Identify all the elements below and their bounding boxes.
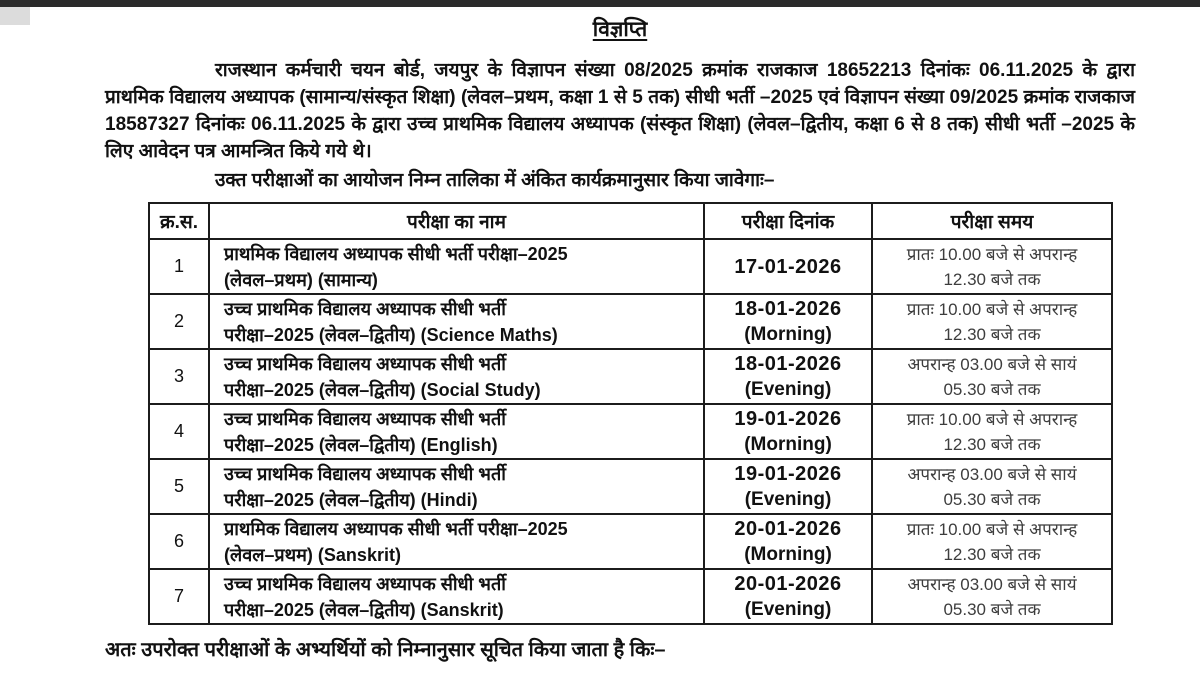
exam-time-line1: अपरान्ह 03.00 बजे से सायं [907, 574, 1077, 594]
exam-date-cell [704, 404, 872, 459]
exam-serial: 5 [149, 459, 209, 514]
exam-serial: 4 [149, 404, 209, 459]
table-header-row [149, 203, 1112, 239]
table-row [149, 569, 1112, 624]
scan-top-border [0, 0, 1200, 7]
footer-instruction-line: अतः उपरोक्त परीक्षाओं के अभ्यर्थियों को निम्नानुसार सूचित किया जाता है किः– [105, 639, 666, 661]
exam-time-cell [872, 294, 1112, 349]
table-row [149, 239, 1112, 294]
exam-time-line2: 12.30 बजे तक [943, 324, 1041, 344]
exam-serial: 3 [149, 349, 209, 404]
exam-name-line1: उच्च प्राथमिक विद्यालय अध्यापक सीधी भर्ती [224, 353, 506, 374]
exam-name-line1: प्राथमिक विद्यालय अध्यापक सीधी भर्ती परीक्षा–2025 [224, 518, 568, 539]
exam-date: 18-01-2026 [734, 352, 842, 375]
exam-date-cell [704, 514, 872, 569]
exam-time-line2: 05.30 बजे तक [943, 599, 1041, 619]
exam-date-cell [704, 294, 872, 349]
column-header-serial: क्र.स. [149, 203, 209, 239]
column-header-exam-date: परीक्षा दिनांक [704, 203, 872, 239]
page-title [105, 15, 1135, 43]
page-title-text: विज्ञप्ति [592, 18, 648, 41]
exam-name-cell [209, 404, 704, 459]
column-header-exam-time: परीक्षा समय [872, 203, 1112, 239]
exam-date: 19-01-2026 [734, 407, 842, 430]
exam-name-line2: परीक्षा–2025 (लेवल–द्वितीय) (Sanskrit) [224, 599, 504, 620]
exam-session: (Morning) [744, 323, 832, 345]
exam-name-line2: (लेवल–प्रथम) (Sanskrit) [224, 544, 401, 565]
exam-name-line2: परीक्षा–2025 (लेवल–द्वितीय) (Hindi) [224, 489, 478, 510]
exam-name-line2: परीक्षा–2025 (लेवल–द्वितीय) (Science Maths) [224, 324, 558, 345]
exam-name-cell [209, 239, 704, 294]
intro-paragraph: राजस्थान कर्मचारी चयन बोर्ड, जयपुर के विज्ञापन संख्या 08/2025 क्रमांक राजकाज 18652213 दिनांकः 06.11.2025 के द्वारा प्राथमिक विद्यालय अध्यापक (सामान्य/संस्कृत शिक्षा) (लेवल–प्रथम, कक्षा 1 से 5 तक) सीधी भर्ती –2025 एवं विज्ञापन संख्या 09/2025 क्रमांक राजकाज 18587327 दिनांकः 06.11.2025 के द्वारा उच्च प्राथमिक विद्यालय अध्यापक (संस्कृत शिक्षा) (लेवल–द्वितीय, कक्षा 6 से 8 तक) सीधी भर्ती –2025 के लिए आवेदन पत्र आमन्त्रित किये गये थे। [105, 60, 1135, 162]
exam-time-cell [872, 349, 1112, 404]
exam-name-cell [209, 349, 704, 404]
exam-time-cell [872, 239, 1112, 294]
exam-time-line2: 05.30 बजे तक [943, 379, 1041, 399]
exam-session: (Evening) [744, 488, 832, 510]
table-row [149, 514, 1112, 569]
exam-name-line1: उच्च प्राथमिक विद्यालय अध्यापक सीधी भर्ती [224, 298, 506, 319]
exam-time-cell [872, 404, 1112, 459]
exam-time-line2: 05.30 बजे तक [943, 489, 1041, 509]
schedule-intro-line: उक्त परीक्षाओं का आयोजन निम्न तालिका में अंकित कार्यक्रमानुसार किया जावेगाः– [215, 170, 775, 191]
exam-date-cell [704, 349, 872, 404]
exam-session: (Evening) [744, 378, 832, 400]
table-row [149, 349, 1112, 404]
exam-time-line2: 12.30 बजे तक [943, 544, 1041, 564]
exam-time-line1: प्रातः 10.00 बजे से अपरान्ह [906, 519, 1078, 539]
exam-time-line1: प्रातः 10.00 बजे से अपरान्ह [906, 299, 1078, 319]
exam-date-cell [704, 569, 872, 624]
exam-date-cell [704, 459, 872, 514]
exam-name-line1: प्राथमिक विद्यालय अध्यापक सीधी भर्ती परीक्षा–2025 [224, 243, 568, 264]
exam-name-line2: परीक्षा–2025 (लेवल–द्वितीय) (Social Study) [224, 379, 541, 400]
exam-name-line1: उच्च प्राथमिक विद्यालय अध्यापक सीधी भर्ती [224, 573, 506, 594]
exam-name-line2: (लेवल–प्रथम) (सामान्य) [224, 269, 378, 290]
exam-schedule-table [148, 202, 1113, 625]
exam-name-line1: उच्च प्राथमिक विद्यालय अध्यापक सीधी भर्ती [224, 408, 506, 429]
column-header-exam-name: परीक्षा का नाम [209, 203, 704, 239]
exam-session: (Morning) [744, 543, 832, 565]
exam-time-cell [872, 459, 1112, 514]
exam-time-line1: प्रातः 10.00 बजे से अपरान्ह [906, 409, 1078, 429]
exam-name-cell [209, 459, 704, 514]
exam-time-line1: अपरान्ह 03.00 बजे से सायं [907, 464, 1077, 484]
exam-name-cell [209, 569, 704, 624]
exam-date: 20-01-2026 [734, 517, 842, 540]
table-row [149, 459, 1112, 514]
exam-serial: 2 [149, 294, 209, 349]
table-row [149, 404, 1112, 459]
exam-time-cell [872, 514, 1112, 569]
exam-date: 19-01-2026 [734, 462, 842, 485]
exam-name-line1: उच्च प्राथमिक विद्यालय अध्यापक सीधी भर्ती [224, 463, 506, 484]
exam-date: 17-01-2026 [734, 255, 842, 278]
exam-session: (Evening) [744, 598, 832, 620]
exam-serial: 7 [149, 569, 209, 624]
exam-time-line1: प्रातः 10.00 बजे से अपरान्ह [906, 244, 1078, 264]
exam-session: (Morning) [744, 433, 832, 455]
exam-serial: 6 [149, 514, 209, 569]
exam-name-cell [209, 514, 704, 569]
exam-name-cell [209, 294, 704, 349]
exam-date: 20-01-2026 [734, 572, 842, 595]
exam-date: 18-01-2026 [734, 297, 842, 320]
exam-time-line2: 12.30 बजे तक [943, 269, 1041, 289]
exam-time-cell [872, 569, 1112, 624]
exam-serial: 1 [149, 239, 209, 294]
exam-time-line1: अपरान्ह 03.00 बजे से सायं [907, 354, 1077, 374]
table-row [149, 294, 1112, 349]
exam-time-line2: 12.30 बजे तक [943, 434, 1041, 454]
exam-name-line2: परीक्षा–2025 (लेवल–द्वितीय) (English) [224, 434, 498, 455]
exam-date-cell [704, 239, 872, 294]
notification-document [0, 7, 1200, 662]
